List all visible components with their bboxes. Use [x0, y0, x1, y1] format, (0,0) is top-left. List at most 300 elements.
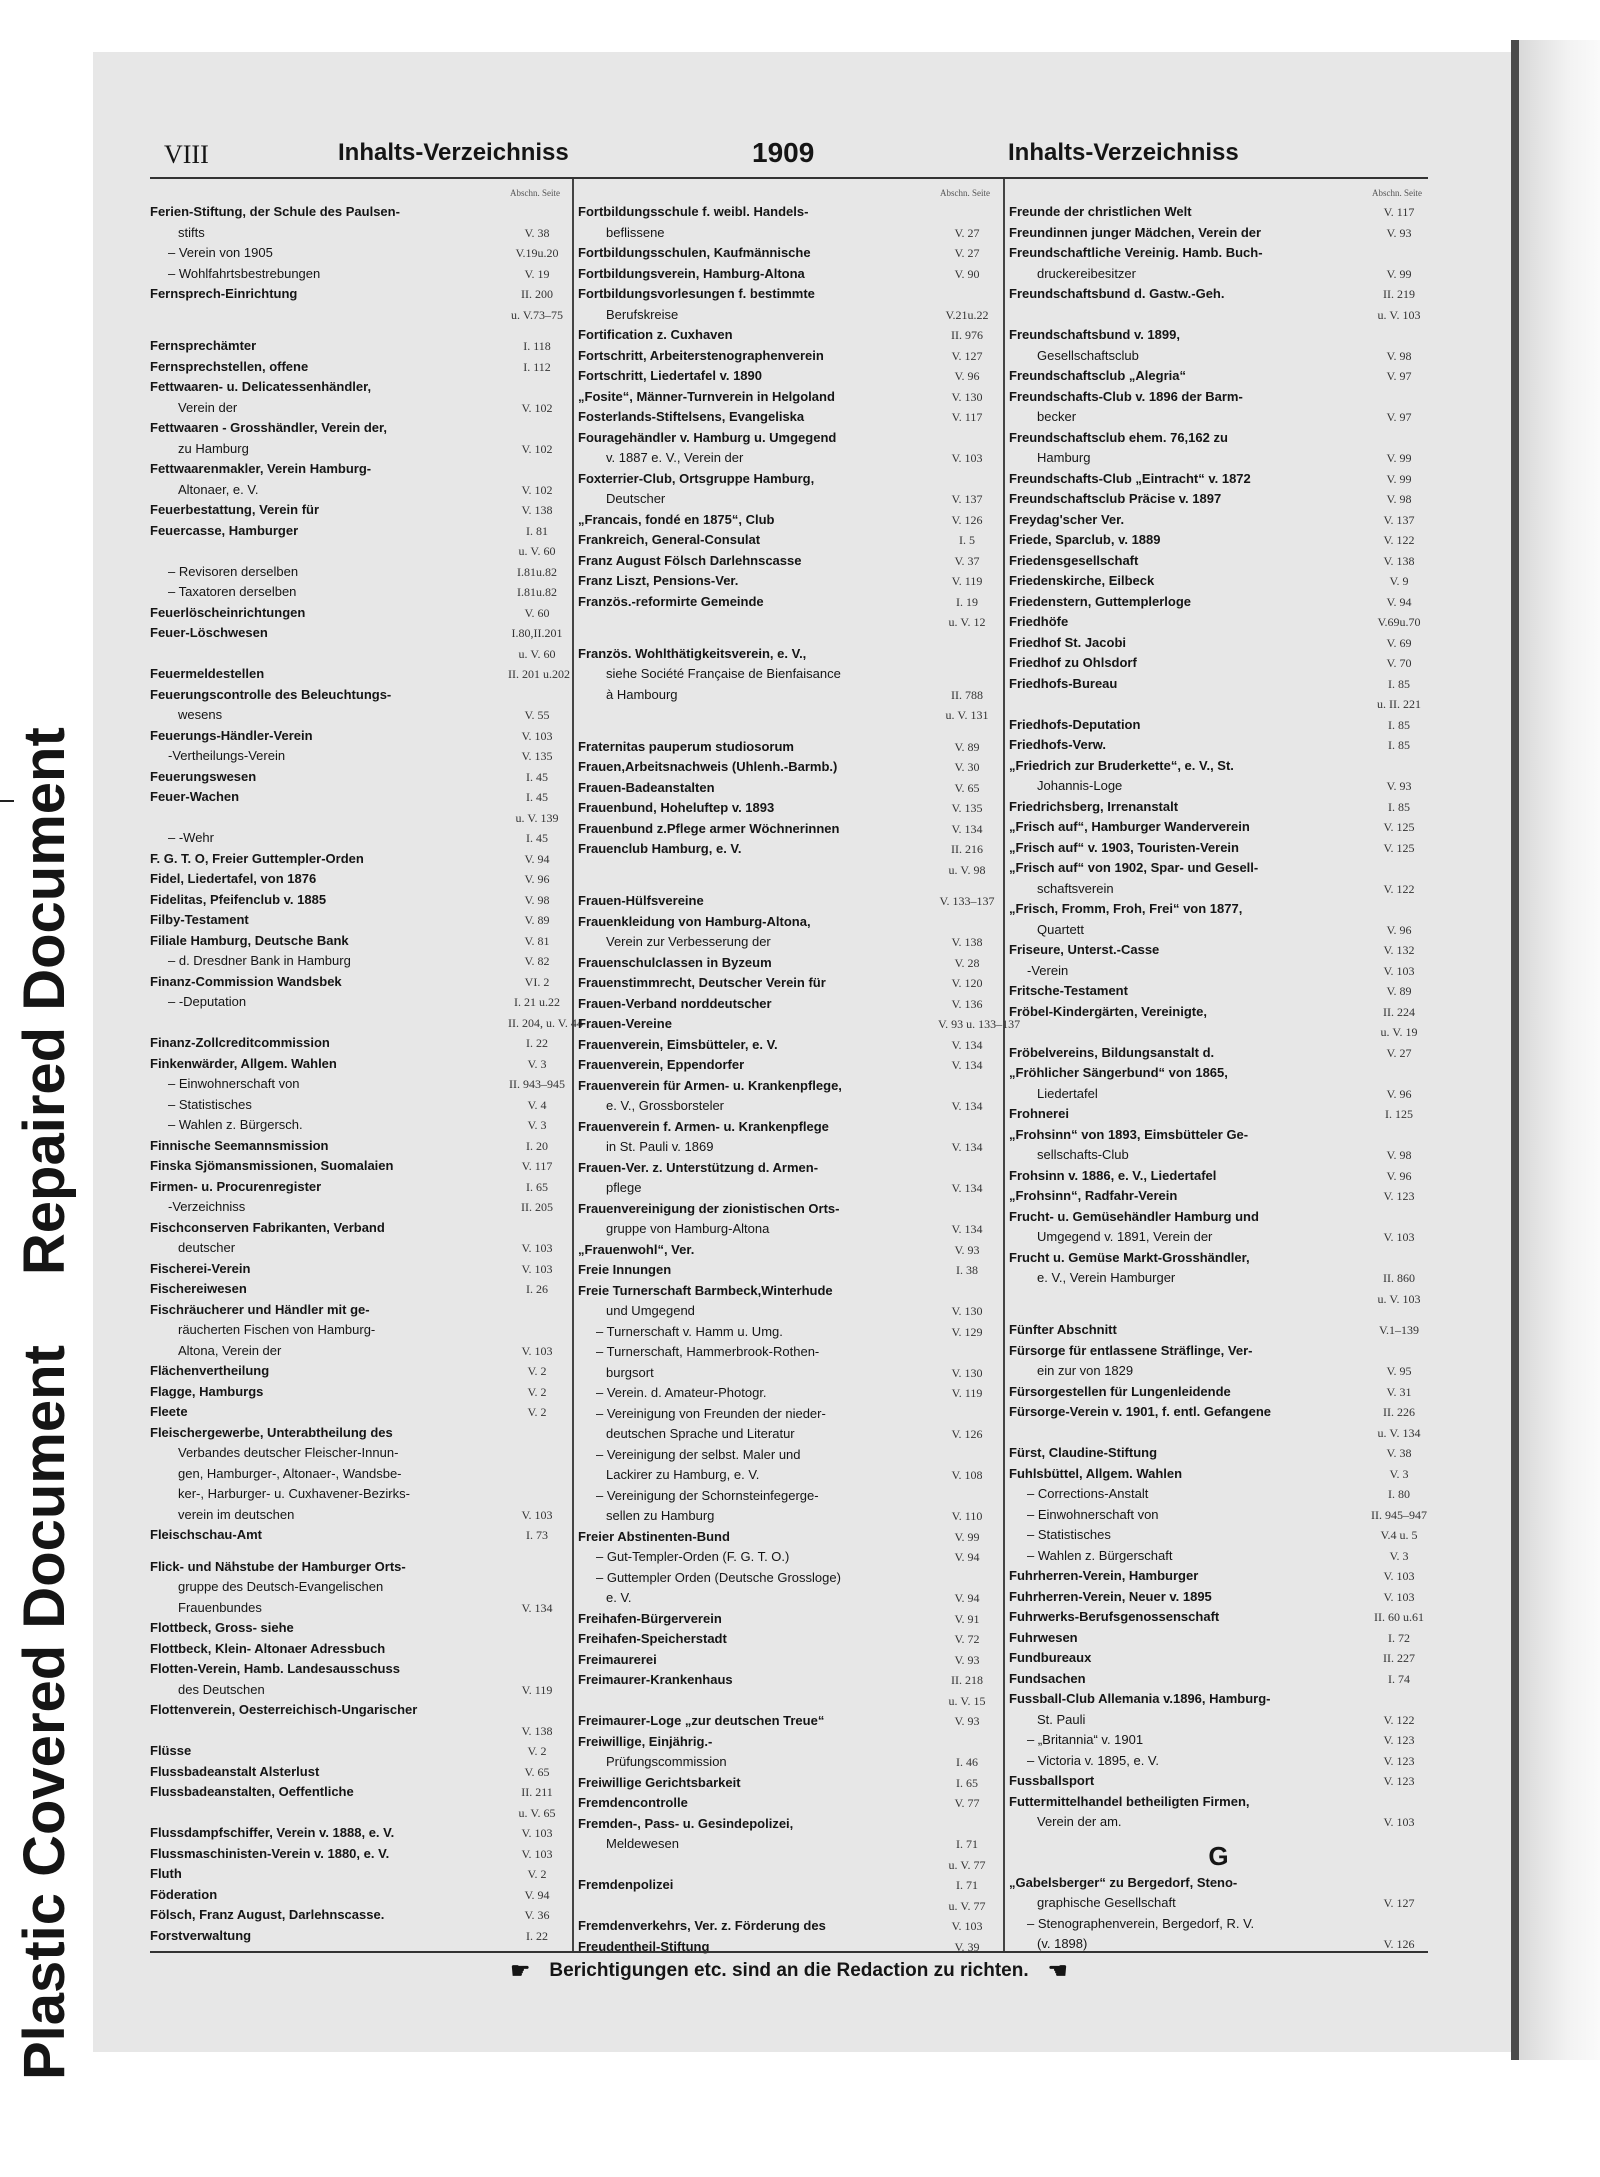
index-entry: [1009, 1566, 1428, 1587]
entry-title: Friedrichsberg, Irrenanstalt: [1009, 798, 1179, 814]
entry-title: Friedhof zu Ohlsdorf: [1009, 655, 1137, 670]
entry-title: Freundschafts-Club v. 1896 der Barm-: [1009, 388, 1243, 404]
entry-reference: I. 65: [956, 1775, 978, 1790]
column-header: Abschn. Seite: [1372, 188, 1422, 198]
entry-title: „Frauenwohl“, Ver.: [578, 1241, 695, 1257]
index-entry: [1009, 879, 1428, 900]
entry-reference: V. 93 u. 133–137: [938, 1017, 1021, 1031]
index-entry: [150, 869, 566, 890]
entry-reference: II. 860: [1383, 1271, 1415, 1285]
entry-title: Fürsorgestellen für Lungenleidende: [1009, 1383, 1231, 1399]
index-entry: [578, 1588, 996, 1609]
entry-reference: V.69u.70: [1377, 615, 1421, 629]
entry-reference: V. 138: [521, 503, 553, 517]
entry-reference: u. V. 77: [948, 1898, 986, 1913]
entry-title: „Francais, fondé en 1875“, Club: [578, 511, 775, 527]
index-entry: [1009, 961, 1428, 982]
index-entry: [578, 428, 996, 449]
entry-title: Fritsche-Testament: [1009, 983, 1128, 998]
index-entry: [1009, 1873, 1428, 1894]
index-entry: [1009, 797, 1428, 818]
entry-reference: II. 60 u.61: [1374, 1610, 1424, 1624]
entry-reference: II. 218: [951, 1673, 983, 1687]
entry-title: Fremdencontrolle: [578, 1795, 688, 1810]
entry-title: Deutscher: [606, 491, 666, 506]
index-entry: [150, 264, 566, 285]
index-entry: [1009, 571, 1428, 592]
index-entry: [578, 1158, 996, 1179]
entry-title: Freundschaftsclub ehem. 76,162 zu: [1009, 429, 1228, 445]
index-entry: [150, 1885, 566, 1906]
entry-title: Fleischschau-Amt: [150, 1527, 262, 1542]
entry-title: Flussbadeanstalten, Oeffentliche: [150, 1784, 354, 1799]
index-entry: [150, 1464, 566, 1485]
entry-reference: II. 943–945: [509, 1077, 565, 1091]
entry-reference: V. 122: [1383, 881, 1415, 896]
index-entry: [578, 448, 996, 469]
entry-title: Finnische Seemannsmission: [150, 1137, 329, 1153]
entry-title: Frauenschulclassen in Byzeum: [578, 954, 772, 970]
entry-reference: II. 219: [1383, 287, 1415, 301]
entry-title: Fernsprechämter: [150, 338, 257, 353]
entry-title: Freimaurer-Krankenhaus: [578, 1672, 733, 1687]
index-entry: [1009, 1710, 1428, 1731]
index-entry: [578, 953, 996, 974]
entry-reference: V. 135: [521, 749, 553, 763]
index-entry: [1009, 1771, 1428, 1792]
index-entry: [578, 469, 996, 490]
index-entry: [578, 778, 996, 799]
entry-title: Feuercasse, Hamburger: [150, 522, 299, 538]
index-entry: [1009, 1893, 1428, 1914]
entry-title: – -Wehr: [168, 830, 214, 845]
entry-reference: V. 126: [951, 1427, 983, 1441]
index-entry: [150, 931, 566, 952]
entry-title: räucherten Fischen von Hamburg-: [178, 1322, 376, 1337]
entry-reference: V. 123: [1383, 1774, 1415, 1788]
index-entry: [150, 1700, 566, 1721]
entry-reference: V. 82: [524, 954, 550, 968]
index-entry: [1009, 366, 1428, 387]
index-entry: [1009, 1002, 1428, 1023]
entry-title: Freundschaftsclub „Alegria“: [1009, 368, 1186, 383]
entry-reference: V. 127: [1383, 1896, 1415, 1910]
index-entry: [1009, 1022, 1428, 1043]
entry-title: v. 1887 e. V., Verein der: [606, 450, 744, 465]
entry-reference: V. 102: [521, 482, 553, 497]
index-entry: [1009, 325, 1428, 346]
index-entry: [578, 1527, 996, 1548]
index-entry: [578, 510, 996, 531]
top-rule: [150, 177, 1428, 179]
entry-reference: V. 97: [1386, 410, 1412, 424]
entry-title: stifts: [178, 224, 205, 240]
index-entry: [578, 1076, 996, 1097]
entry-title: Flagge, Hamburgs: [150, 1383, 264, 1399]
entry-reference: V. 130: [951, 1365, 983, 1380]
entry-title: Fettwaarenmakler, Verein Hamburg-: [150, 461, 372, 476]
entry-reference: V. 9: [1389, 574, 1409, 588]
index-entry: [578, 994, 996, 1015]
entry-reference: V. 89: [524, 913, 550, 927]
entry-title: gen, Hamburger-, Altonaer-, Wandsbe-: [178, 1465, 402, 1481]
entry-reference: I. 65: [526, 1179, 548, 1194]
entry-reference: V. 123: [1383, 1189, 1415, 1203]
entry-reference: V. 96: [524, 872, 550, 886]
index-entry: [150, 951, 566, 972]
entry-title: Flussbadeanstalt Alsterlust: [150, 1763, 320, 1779]
entry-reference: I. 72: [1388, 1630, 1410, 1645]
index-entry: [150, 582, 566, 603]
entry-reference: V. 125: [1383, 820, 1415, 834]
entry-reference: V. 119: [951, 1386, 983, 1400]
index-entry: [150, 202, 566, 223]
entry-reference: u. V. 60: [518, 544, 556, 558]
entry-reference: I. 85: [1388, 717, 1410, 732]
entry-reference: V. 93: [954, 1242, 980, 1257]
entry-reference: V. 119: [521, 1682, 553, 1697]
column-divider: [1003, 179, 1005, 1951]
entry-title: Friseure, Unterst.-Casse: [1009, 942, 1160, 957]
entry-reference: II. 205: [521, 1200, 553, 1214]
entry-title: Freiwillige, Einjährig.-: [578, 1733, 713, 1749]
index-entry: [578, 1916, 996, 1937]
index-entry: [578, 839, 996, 860]
index-entry: [150, 1905, 566, 1926]
entry-reference: V. 28: [954, 955, 980, 970]
entry-title: Fidel, Liedertafel, von 1876: [150, 871, 317, 886]
side-label-line1: Plastic Covered Document: [11, 1345, 77, 2080]
index-entry: [1009, 223, 1428, 244]
index-entry: [578, 571, 996, 592]
entry-reference: I. 74: [1388, 1671, 1410, 1686]
entry-title: Fortschritt, Arbeiterstenographenverein: [578, 347, 824, 363]
index-entry: [578, 1240, 996, 1261]
entry-title: Fluth: [150, 1866, 182, 1881]
index-entry: [578, 798, 996, 819]
entry-reference: V. 125: [1383, 840, 1415, 855]
entry-title: Friedhof St. Jacobi: [1009, 634, 1127, 650]
entry-reference: V. 134: [951, 1099, 983, 1113]
index-entry: [150, 1054, 566, 1075]
entry-title: Friedhofs-Bureau: [1009, 675, 1118, 691]
index-entry: [1009, 1546, 1428, 1567]
entry-reference: II. 226: [1383, 1405, 1415, 1419]
entry-reference: V. 103: [1383, 1569, 1415, 1583]
index-entry: [150, 1341, 566, 1362]
index-entry: [150, 305, 566, 326]
entry-title: Frauenstimmrecht, Deutscher Verein für: [578, 975, 826, 990]
index-entry: [150, 1033, 566, 1054]
index-entry: [1009, 1104, 1428, 1125]
entry-reference: V. 98: [1386, 1148, 1412, 1162]
entry-reference: I. 46: [956, 1755, 978, 1769]
index-entry: [150, 767, 566, 788]
entry-title: Finanz-Zollcreditcommission: [150, 1035, 330, 1050]
entry-title: Fortbildungsvorlesungen f. bestimmte: [578, 286, 815, 301]
index-entry: [150, 1382, 566, 1403]
entry-title: – d. Dresdner Bank in Hamburg: [168, 953, 351, 968]
index-entry: [1009, 1063, 1428, 1084]
entry-title: sellen zu Hamburg: [606, 1508, 715, 1523]
index-entry: [578, 644, 996, 665]
entry-reference: V. 98: [1386, 348, 1412, 363]
pointing-hand-icon: ☚: [1047, 1958, 1068, 1983]
entry-title: Fundsachen: [1009, 1670, 1086, 1686]
entry-title: Fussball-Club Allemania v.1896, Hamburg-: [1009, 1691, 1271, 1706]
entry-title: Freundschaftsbund v. 1899,: [1009, 327, 1180, 342]
entry-title: Frucht- u. Gemüsehändler Hamburg und: [1009, 1208, 1259, 1224]
index-entry: [150, 1823, 566, 1844]
index-entry: [578, 1137, 996, 1158]
entry-reference: I. 80: [1388, 1487, 1410, 1501]
entry-title: Frauenverein für Armen- u. Krankenpflege,: [578, 1077, 842, 1093]
entry-title: des Deutschen: [178, 1681, 265, 1697]
entry-reference: V. 137: [951, 492, 983, 506]
index-entry: [1009, 1207, 1428, 1228]
entry-reference: II. 201 u.202: [508, 667, 570, 681]
index-entry: [578, 1322, 996, 1343]
entry-title: Freie Turnerschaft Barmbeck,Winterhude: [578, 1282, 833, 1298]
entry-reference: V. 134: [951, 821, 983, 836]
entry-reference: V. 137: [1383, 512, 1415, 527]
entry-title: Fremdenpolizei: [578, 1877, 674, 1892]
index-entry: [578, 1793, 996, 1814]
entry-reference: V. 99: [1386, 266, 1412, 281]
index-entry: [150, 1525, 566, 1546]
index-entry: [150, 459, 566, 480]
index-entry: [1009, 1464, 1428, 1485]
entry-title: druckereibesitzer: [1037, 265, 1136, 281]
entry-reference: u. V. 131: [945, 708, 989, 722]
entry-title: becker: [1037, 409, 1077, 424]
entry-reference: V. 119: [951, 574, 983, 588]
entry-reference: II. 976: [951, 328, 983, 342]
entry-reference: V. 103: [1383, 1230, 1415, 1244]
index-entry: [150, 644, 566, 665]
index-entry: [150, 1484, 566, 1505]
index-entry: [150, 849, 566, 870]
index-entry: [1009, 653, 1428, 674]
index-entry: [578, 737, 996, 758]
entry-title: – Victoria v. 1895, e. V.: [1027, 1752, 1160, 1768]
entry-reference: u. V. 103: [1377, 1291, 1421, 1306]
entry-reference: V. 69: [1386, 635, 1412, 650]
index-entry: [150, 787, 566, 808]
entry-title: Flottbeck, Klein- Altonaer Adressbuch: [150, 1640, 386, 1656]
index-entry: [1009, 489, 1428, 510]
entry-reference: V. 133–137: [939, 894, 995, 908]
index-entry: [1009, 264, 1428, 285]
entry-title: Fortbildungsverein, Hamburg-Altona: [578, 265, 805, 281]
index-entry: [578, 387, 996, 408]
index-entry: [150, 1844, 566, 1865]
entry-reference: I. 85: [1388, 676, 1410, 691]
index-entry: [150, 1762, 566, 1783]
entry-reference: I. 71: [956, 1837, 978, 1851]
index-entry: [1009, 1669, 1428, 1690]
entry-reference: V. 3: [1389, 1548, 1409, 1563]
entry-reference: V. 2: [527, 1364, 547, 1378]
entry-reference: I.81u.82: [517, 585, 557, 599]
entry-reference: V. 96: [954, 369, 980, 383]
entry-reference: I. 5: [959, 533, 975, 547]
index-entry: [150, 726, 566, 747]
entry-reference: V. 99: [1386, 451, 1412, 465]
entry-title: Fürst, Claudine-Stiftung: [1009, 1445, 1158, 1460]
entry-reference: V. 126: [1383, 1937, 1415, 1951]
entry-reference: u. V. 139: [515, 810, 559, 825]
index-entry: [1009, 1525, 1428, 1546]
entry-title: Frauenverein, Eimsbütteler, e. V.: [578, 1036, 778, 1052]
entry-title: zu Hamburg: [178, 440, 249, 456]
entry-reference: V. 95: [1386, 1364, 1412, 1378]
index-entry: [150, 685, 566, 706]
entry-title: e. V., Verein Hamburger: [1037, 1270, 1176, 1285]
entry-title: „Friedrich zur Bruderkette“, e. V., St.: [1009, 757, 1234, 773]
index-column-3: [1009, 184, 1428, 1950]
entry-title: – Verein von 1905: [168, 245, 273, 260]
entry-title: Verein zur Verbesserung der: [606, 934, 771, 949]
index-entry: [578, 891, 996, 912]
entry-title: Frauenverein, Eppendorfer: [578, 1057, 745, 1072]
entry-reference: II. 224: [1383, 1004, 1415, 1019]
entry-reference: V. 117: [1383, 205, 1415, 219]
entry-title: Fuhrwesen: [1009, 1629, 1078, 1645]
entry-title: Freihafen-Speicherstadt: [578, 1631, 727, 1646]
index-entry: [150, 1721, 566, 1742]
entry-title: Futtermittelhandel betheiligten Firmen,: [1009, 1793, 1250, 1809]
entry-title: Flottenverein, Oesterreichisch-Ungarischer: [150, 1702, 418, 1717]
index-entry: [150, 398, 566, 419]
index-entry: [150, 1659, 566, 1680]
entry-title: Fouragehändler v. Hamburg u. Umgegend: [578, 429, 837, 445]
entry-title: Föderation: [150, 1886, 218, 1902]
entry-reference: V. 39: [954, 1939, 980, 1954]
index-entry: [1009, 428, 1428, 449]
entry-reference: V. 97: [1386, 369, 1412, 383]
entry-reference: V.1–139: [1378, 1323, 1420, 1337]
entry-title: Franz August Fölsch Darlehnscasse: [578, 552, 802, 568]
index-entry: [1009, 633, 1428, 654]
entry-reference: V.4 u. 5: [1380, 1528, 1418, 1542]
entry-reference: V. 3: [527, 1118, 547, 1132]
entry-reference: I. 85: [1388, 738, 1410, 752]
index-entry: [150, 521, 566, 542]
index-entry: [578, 1896, 996, 1917]
entry-title: Fröbel-Kindergärten, Vereinigte,: [1009, 1003, 1207, 1019]
entry-title: Französ. Wohlthätigkeitsverein, e. V.,: [578, 645, 807, 661]
index-entry: [578, 1219, 996, 1240]
entry-reference: V. 138: [951, 935, 983, 949]
entry-title: Frohnerei: [1009, 1106, 1069, 1121]
entry-title: Friedenskirche, Eilbeck: [1009, 573, 1155, 588]
index-entry: [150, 1402, 566, 1423]
entry-title: Frauenbundes: [178, 1599, 262, 1615]
index-entry: [1009, 469, 1428, 490]
entry-title: Meldewesen: [606, 1836, 679, 1851]
entry-title: Freundschaftliche Vereinig. Hamb. Buch-: [1009, 245, 1263, 260]
entry-title: – Statistisches: [168, 1096, 252, 1112]
entry-title: „Gabelsberger“ zu Bergedorf, Steno-: [1009, 1874, 1238, 1890]
entry-title: Frauenvereinigung der zionistischen Orts-: [578, 1200, 840, 1216]
index-entry: [1009, 1839, 1428, 1873]
entry-reference: V. 120: [951, 976, 983, 990]
index-entry: [1009, 592, 1428, 613]
entry-title: Fleischergewerbe, Unterabtheilung des: [150, 1424, 393, 1440]
entry-reference: I.81u.82: [517, 564, 557, 579]
index-entry: [578, 860, 996, 881]
entry-title: „Frisch auf“, Hamburger Wanderverein: [1009, 819, 1250, 834]
entry-title: gruppe des Deutsch-Evangelischen: [178, 1579, 384, 1594]
entry-reference: V. 27: [954, 246, 980, 260]
entry-title: – Einwohnerschaft von: [1027, 1506, 1159, 1522]
index-entry: [150, 746, 566, 767]
index-entry: [150, 284, 566, 305]
entry-reference: II. 945–947: [1371, 1507, 1427, 1522]
entry-reference: V. 134: [951, 1058, 983, 1072]
index-entry: [1009, 817, 1428, 838]
entry-title: Hamburg: [1037, 450, 1091, 465]
index-entry: [578, 1732, 996, 1753]
entry-title: Fundbureaux: [1009, 1650, 1092, 1665]
entry-title: – Verein. d. Amateur-Photogr.: [596, 1385, 767, 1400]
index-column-2: [578, 184, 1021, 1954]
entry-reference: I. 71: [956, 1878, 978, 1892]
index-entry: [150, 972, 566, 993]
entry-reference: V. 77: [954, 1796, 980, 1810]
entry-reference: VI. 2: [524, 974, 550, 989]
entry-reference: V. 27: [954, 225, 980, 240]
index-entry: [1009, 1186, 1428, 1207]
entry-title: Frauenkleidung von Hamburg-Altona,: [578, 913, 811, 929]
index-entry: [578, 932, 996, 953]
index-entry: [578, 1834, 996, 1855]
index-entry: [1009, 1341, 1428, 1362]
entry-reference: V. 117: [521, 1159, 553, 1173]
entry-title: „Fröhlicher Sängerbund“ von 1865,: [1009, 1065, 1228, 1080]
index-entry: [1009, 551, 1428, 572]
entry-reference: V.21u.22: [945, 307, 989, 322]
index-entry: [578, 1404, 996, 1425]
index-entry: [150, 1095, 566, 1116]
entry-reference: V. 96: [1386, 1086, 1412, 1101]
entry-title: Frankreich, General-Consulat: [578, 532, 761, 547]
entry-reference: V. 89: [954, 739, 980, 754]
entry-reference: u. II. 221: [1377, 697, 1421, 711]
entry-title: beflissene: [606, 224, 665, 240]
entry-reference: V. 130: [951, 1304, 983, 1318]
entry-title: Freundinnen junger Mädchen, Verein der: [1009, 224, 1262, 240]
entry-title: Umgegend v. 1891, Verein der: [1037, 1229, 1213, 1244]
entry-reference: V. 123: [1383, 1753, 1415, 1768]
entry-title: – „Britannia“ v. 1901: [1027, 1732, 1144, 1747]
entry-title: Verbandes deutscher Fleischer-Innun-: [178, 1445, 399, 1460]
index-entry: [1009, 1320, 1428, 1341]
column-header: Abschn. Seite: [940, 188, 990, 198]
entry-title: Freimaurer-Loge „zur deutschen Treue“: [578, 1713, 825, 1728]
entry-reference: u. V. 15: [948, 1693, 986, 1708]
index-entry: [1009, 1248, 1428, 1269]
entry-reference: u. V. 77: [948, 1857, 986, 1872]
index-entry: [1009, 1125, 1428, 1146]
entry-title: – Wahlen z. Bürgersch.: [168, 1117, 303, 1132]
index-entry: [1009, 1043, 1428, 1064]
entry-reference: V. 96: [1386, 922, 1412, 937]
entry-reference: V. 108: [951, 1468, 983, 1482]
entry-reference: V. 117: [951, 410, 983, 424]
entry-title: ein zur von 1829: [1037, 1363, 1134, 1378]
